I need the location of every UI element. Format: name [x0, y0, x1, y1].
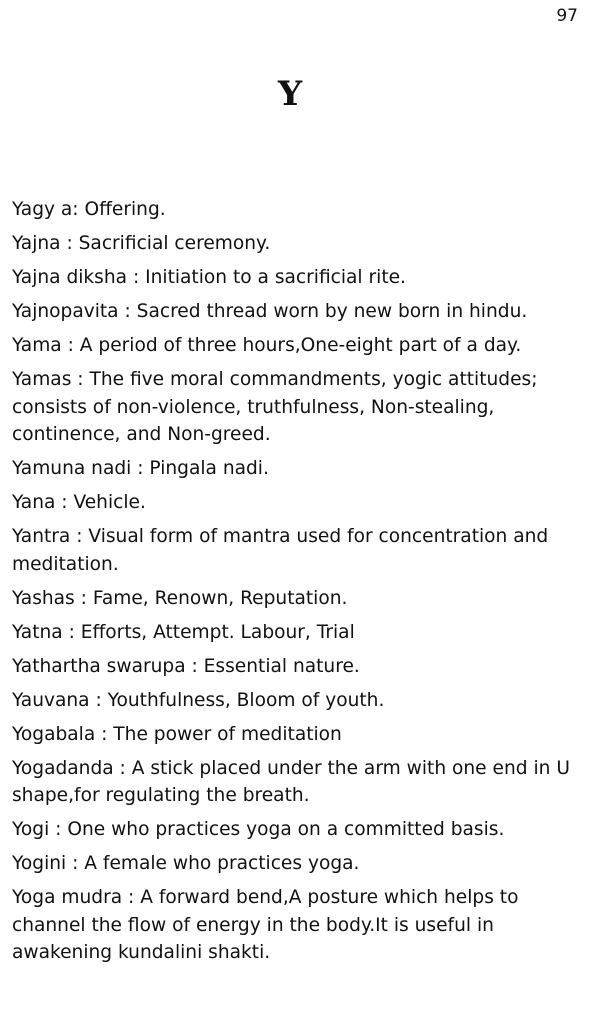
glossary-entry-yauvana: Yauvana : Youthfulness, Bloom of youth.	[12, 689, 385, 711]
glossary-entry-yashas: Yashas : Fame, Renown, Reputation.	[12, 587, 348, 609]
glossary-list	[12, 196, 572, 973]
glossary-entry-yamuna-nadi: Yamuna nadi : Pingala nadi.	[12, 458, 269, 479]
glossary-entry-yana: Yana : Vehicle.	[12, 492, 146, 513]
glossary-entry-yogadanda: Yogadanda : A stick placed under the arm with one end in U shape,for regulating the breath.	[12, 757, 570, 806]
glossary-entry-yogini: Yogini : A female who practices yoga.	[12, 853, 360, 874]
glossary-entry-yagya: Yagy a: Offering.	[12, 199, 166, 220]
glossary-entry-yogabala: Yogabala : The power of meditation	[12, 723, 342, 745]
glossary-entry-yogi: Yogi : One who practices yoga on a committed basis.	[12, 819, 505, 840]
section-letter-heading: Y	[277, 74, 303, 114]
glossary-entry-yathartha-swarupa: Yathartha swarupa : Essential nature.	[12, 655, 360, 677]
glossary-entry-yama: Yama : A period of three hours,One-eight part of a day.	[12, 335, 522, 356]
glossary-entry-yajna-diksha: Yajna diksha : Initiation to a sacrificial rite.	[12, 267, 406, 288]
glossary-entry-yamas: Yamas : The five moral commandments, yogic attitudes; consists of non-violence, truthfulness, Non-stealing, continence, and Non-greed.	[12, 369, 538, 445]
page-number: 97	[556, 6, 578, 26]
glossary-entry-yantra: Yantra : Visual form of mantra used for concentration and meditation.	[12, 526, 549, 575]
glossary-entry-yajnopavita: Yajnopavita : Sacred thread worn by new born in hindu.	[12, 301, 528, 322]
glossary-entry-yatna: Yatna : Efforts, Attempt. Labour, Trial	[12, 621, 355, 643]
glossary-entry-yajna: Yajna : Sacrificial ceremony.	[12, 233, 271, 254]
glossary-entry-yoga-mudra: Yoga mudra : A forward bend,A posture which helps to channel the flow of energy in the body.It is useful in awakening kundalini shakti.	[12, 887, 519, 963]
